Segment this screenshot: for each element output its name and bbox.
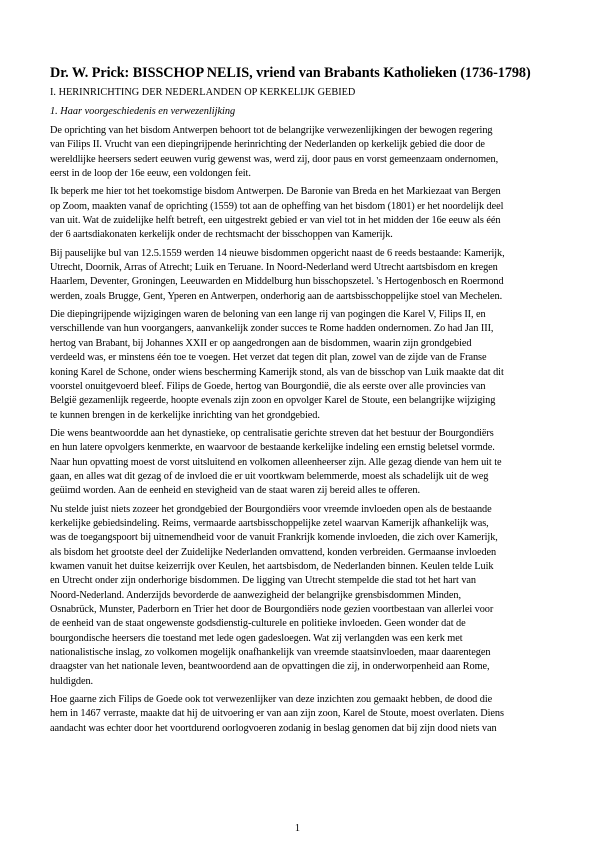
text-line: en Utrecht onder zijn onderhorige bisdommen. De ligging van Utrecht stempelde die stad tot het hart van <box>50 575 476 587</box>
text-line: Hoe gaarne zich Filips de Goede ook tot verwezenlijker van deze inzichten zou gemaakt hebben, de dood die <box>50 694 493 706</box>
text-line: verschillende van hun voorgangers, aanvankelijk zonder succes te Rome hadden ondernomen. Zo had Jan III, <box>50 323 494 335</box>
text-line: koning Karel de Schone, onder wiens bescherming Kamerijk stond, als van de bisschop van Luik maakte dat dit <box>50 366 504 378</box>
text-line: Osnabrück, Munster, Paderborn en Trier het door de Bourgondiërs node gezien voortbestaan van allerlei voor <box>50 604 494 615</box>
text-line: kwamen vanuit het duitse keizerrijk over Keulen, het aartsbisdom, de Nederlanden binnen. Keulen telde Luik <box>50 560 494 572</box>
text-line: geüimd worden. Aan de eenheid en stevigheid van de staat waren zij bereid alles te offeren. <box>50 485 420 497</box>
text-line: werden, zoals Brugge, Gent, Yperen en Antwerpen, onderhorig aan de aartsbisschoppelijke stoel van Mechelen. <box>50 290 503 302</box>
paragraph <box>50 124 546 181</box>
text-line: hem in 1467 verraste, maakte dat hij de uitvoering er van aan zijn zoon, Karel de Stoute, moest overlaten. Diens <box>50 708 504 720</box>
text-line: gaan, en alles wat dit gezag of de invloed die er uit voortkwam belemmerde, moest als schadelijk uit de weg <box>50 470 489 482</box>
text-line: hertog van Brabant, bij Johannes XXII er op aangedrongen aan de bisdommen, waarin zijn grondgebied <box>50 337 472 349</box>
text-line: De oprichting van het bisdom Antwerpen behoort tot de belangrijke verwezenlijkingen der bewogen regering <box>50 125 493 136</box>
paragraph <box>50 693 546 736</box>
text-line: wereldlijke heersers sedert eeuwen vurig gewenst was, werd zij, door paus en vorst gemeenzaam ondernomen, <box>50 153 499 165</box>
paragraph <box>50 185 546 242</box>
text-line: huldigden. <box>50 675 94 687</box>
text-line: en hun latere opvolgers kenmerkte, en waarvoor de bestaande kerkelijke indeling een ernstig beletsel vormde. <box>50 442 495 454</box>
text-line: nationalistische inslag, zo volkomen mogelijk onafhankelijk van vreemde staatsinvloeden, maar daarentegen <box>50 647 491 659</box>
body-text <box>50 124 546 736</box>
text-line: was de toegangspoort bij uitnemendheid voor de vanuit Frankrijk komende invloeden, die zich over Kamerijk, <box>50 532 498 544</box>
text-line: van uit. Wat de zuidelijke helft betreft, een uitgestrekt gebied er van viel tot in het midden der 16e eeuw als één <box>50 215 501 227</box>
text-line: Nu stelde juist niets zozeer het grondgebied der Bourgondiërs voor vreemde invloeden open als de bestaande <box>50 503 492 515</box>
text-line: draagster van het nationale leven, beantwoordend aan de opvattingen die zij, in onderworpenheid aan Rome, <box>50 661 490 673</box>
text-line: eerst in de loop der 16e eeuw, een voldongen feit. <box>50 168 251 180</box>
subsection-heading: 1. Haar voorgeschiedenis en verwezenlijking <box>50 106 236 117</box>
text-line: België gezamenlijk regeerde, hoopte evenals zijn zoon en opvolger Karel de Stoute, een belangrijke wijziging <box>50 395 496 407</box>
text-line: Naar hun opvatting moest de vorst uitsluitend en volkomen alleenheerser zijn. Alle gezag diende van hem uit te <box>50 456 502 468</box>
text-line: der 6 aartsdiakonaten kerkelijk onder de rechtsmacht der bisschoppen van Kamerijk. <box>50 229 393 241</box>
text-line: voorstel onuitgevoerd bleef. Filips de Goede, hertog van Bourgondië, die als eerste over alle provincies van <box>50 380 486 392</box>
document-page <box>50 64 546 740</box>
text-line: Die diepingrijpende wijzigingen waren de beloning van een lange rij van pogingen die Karel V, Filips II, en <box>50 309 486 321</box>
text-line: Haarlem, Deventer, Groningen, Leeuwarden en Middelburg hun bisschopszetel. 's Hertogenbosch en Roermond <box>50 276 504 288</box>
text-line: verdeeld was, er minstens één toe te voegen. Het verzet dat tegen dit plan, zowel van de zijde van de Franse <box>50 352 487 364</box>
text-line: kerkelijke gebiedsindeling. Reims, vermaarde aartsbisschoppelijke zetel waarvan Kamerijk afhankelijk was, <box>50 517 489 529</box>
text-line: op Zoom, maakten vanaf de oprichting (1559) tot aan de opheffing van het bisdom (1801) er het noordelijk deel <box>50 200 504 212</box>
text-line: Utrecht, Doornik, Arras of Atrecht; Luik en Teruane. In Noord-Nederland werd Utrecht aartsbisdom en kregen <box>50 262 498 274</box>
text-line: aandacht was echter door het voortdurend oorlogvoeren zodanig in beslag genomen dat bij zijn dood niets van <box>50 722 497 734</box>
text-line: bourgondische heersers die toestand met lede ogen gadesloegen. Wat zij verlangden was een kerk met <box>50 632 463 644</box>
paragraph <box>50 427 546 499</box>
section-heading: I. HERINRICHTING DER NEDERLANDEN OP KERKELIJK GEBIED <box>50 87 356 98</box>
paragraph <box>50 308 546 423</box>
text-line: als bisdom het grootste deel der Zuidelijke Nederlanden omvattend, konden verbreiden. Germaanse invloeden <box>50 546 497 558</box>
paragraph <box>50 503 546 689</box>
document-title: Dr. W. Prick: BISSCHOP NELIS, vriend van Brabants Katholieken (1736-1798) <box>50 65 531 81</box>
text-line: Noord-Nederland. Anderzijds bevorderde de aanwezigheid der belangrijke grensbisdommen Minden, <box>50 589 461 601</box>
text-line: van Filips II. Vrucht van een diepingrijpende herinrichting der Nederlanden op kerkelijk gebied die door de <box>50 139 485 151</box>
page-number: 1 <box>294 823 301 834</box>
text-line: Ik beperk me hier tot het toekomstige bisdom Antwerpen. De Baronie van Breda en het Markiezaat van Bergen <box>50 186 501 198</box>
text-line: Bij pauselijke bul van 12.5.1559 werden 14 nieuwe bisdommen opgericht naast de 6 reeds bestaande: Kamerijk, <box>50 247 505 259</box>
text-line: Die wens beantwoordde aan het dynastieke, op centralisatie gerichte streven dat het bestuur der Bourgondiërs <box>50 427 494 439</box>
text-line: te kunnen brengen in de kerkelijke inrichting van het grondgebied. <box>50 409 320 421</box>
text-line: de eenheid van de staat ongewenste godsdienstig-culturele en politieke invloeden. Geen wonder dat de <box>50 618 466 630</box>
paragraph <box>50 247 546 304</box>
